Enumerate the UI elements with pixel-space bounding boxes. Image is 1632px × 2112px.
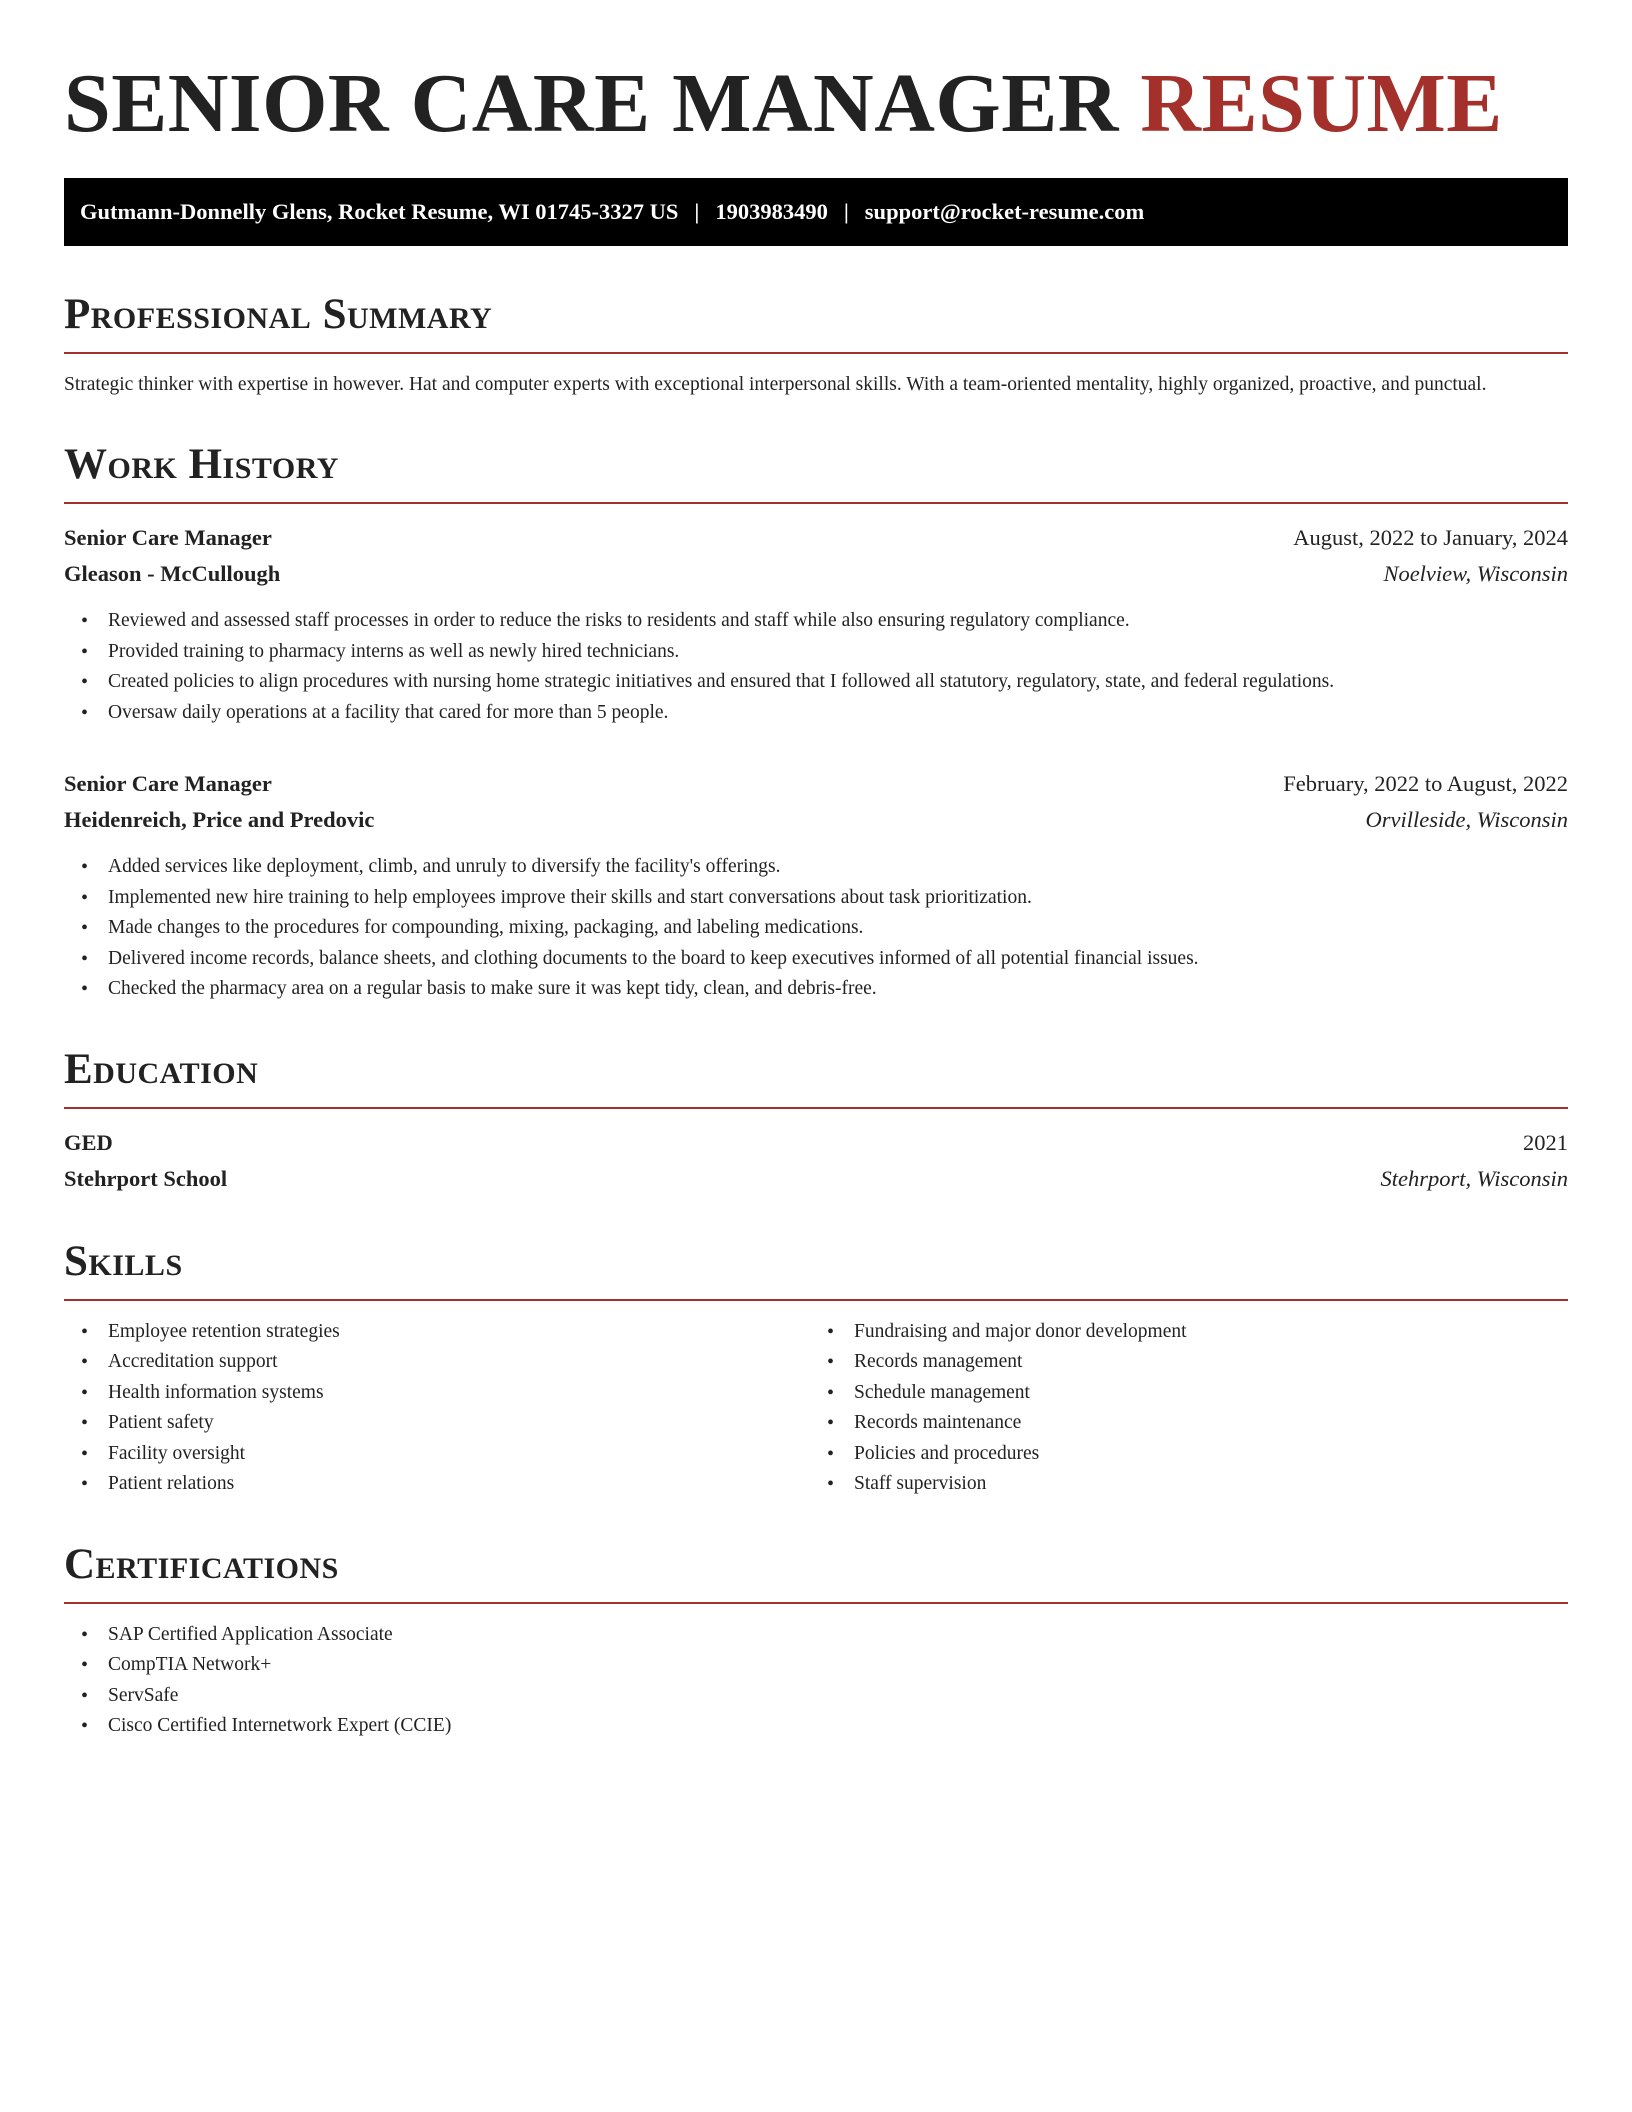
- job-company-row: [64, 556, 1568, 592]
- skills-section: [64, 1239, 1568, 1500]
- list-item: • Health information systems: [108, 1378, 816, 1409]
- list-item: • Made changes to the procedures for compounding, mixing, packaging, and labeling medications.: [108, 913, 1568, 944]
- section-divider: [64, 1602, 1568, 1604]
- section-divider: [64, 502, 1568, 504]
- work-history-section: [64, 442, 1568, 1005]
- summary-section: [64, 292, 1568, 400]
- summary-text: Strategic thinker with expertise in however. Hat and computer experts with exceptional interpersonal skills. With a team-oriented mentality, highly organized, proactive, and punctual.: [64, 374, 1487, 395]
- skills-column-1: [64, 1317, 816, 1500]
- job-company-row: [64, 802, 1568, 838]
- contact-separator: |: [843, 199, 849, 224]
- contact-separator: |: [694, 199, 700, 224]
- job-bullets: [64, 852, 1568, 1005]
- education-school: Stehrport School: [64, 1165, 228, 1191]
- contact-email: support@rocket-resume.com: [864, 199, 1145, 224]
- section-heading: Skills: [64, 1237, 183, 1285]
- job-bullets: [64, 606, 1568, 728]
- list-item: • Fundraising and major donor development: [854, 1317, 1568, 1348]
- list-item: • CompTIA Network+: [108, 1650, 1568, 1681]
- job-title-row: [64, 766, 1568, 802]
- list-item: • Employee retention strategies: [108, 1317, 816, 1348]
- title-main: SENIOR CARE MANAGER: [64, 57, 1119, 150]
- list-item: • Added services like deployment, climb, and unruly to diversify the facility's offerings.: [108, 852, 1568, 883]
- job-title: Senior Care Manager: [64, 771, 272, 796]
- job-company: Gleason - McCullough: [64, 561, 281, 586]
- job-entry: [64, 520, 1568, 728]
- section-divider: [64, 1107, 1568, 1109]
- skills-column-2: [816, 1317, 1568, 1500]
- section-heading: Work History: [64, 441, 339, 488]
- list-item: • Staff supervision: [854, 1469, 1568, 1500]
- section-divider: [64, 352, 1568, 354]
- list-item: • Patient relations: [108, 1469, 816, 1500]
- skills-grid: [64, 1317, 1568, 1500]
- job-title: Senior Care Manager: [64, 525, 272, 550]
- list-item: • Implemented new hire training to help employees improve their skills and start conversations about task prioritization.: [108, 883, 1568, 914]
- section-heading: Professional Summary: [64, 291, 493, 338]
- list-item: • ServSafe: [108, 1681, 1568, 1712]
- list-item: • Reviewed and assessed staff processes in order to reduce the risks to residents and staff while also ensuring regulatory compliance.: [108, 606, 1568, 637]
- list-item: • Records management: [854, 1347, 1568, 1378]
- contact-address: Gutmann-Donnelly Glens, Rocket Resume, WI 01745-3327 US: [80, 199, 679, 224]
- list-item: • Created policies to align procedures with nursing home strategic initiatives and ensured that I followed all statutory, regulatory, state, and federal regulations.: [108, 667, 1568, 698]
- list-item: • Oversaw daily operations at a facility that cared for more than 5 people.: [108, 698, 1568, 729]
- contact-phone: 1903983490: [715, 199, 828, 224]
- job-location: Orvilleside, Wisconsin: [1365, 807, 1568, 832]
- resume-title: [64, 54, 1568, 154]
- education-location: Stehrport, Wisconsin: [1380, 1165, 1568, 1191]
- list-item: • Cisco Certified Internetwork Expert (CCIE): [108, 1711, 1568, 1742]
- certifications-section: [64, 1542, 1568, 1742]
- job-location: Noelview, Wisconsin: [1383, 561, 1568, 586]
- list-item: • Delivered income records, balance sheets, and clothing documents to the board to keep executives informed of all potential financial issues.: [108, 944, 1568, 975]
- job-dates: February, 2022 to August, 2022: [1283, 771, 1568, 796]
- contact-bar: [64, 178, 1568, 246]
- list-item: • Policies and procedures: [854, 1439, 1568, 1470]
- section-divider: [64, 1299, 1568, 1301]
- job-entry: [64, 766, 1568, 1005]
- job-title-row: [64, 520, 1568, 556]
- section-heading: Certifications: [64, 1540, 339, 1588]
- job-dates: August, 2022 to January, 2024: [1293, 525, 1568, 550]
- education-section: [64, 1047, 1568, 1197]
- list-item: • Facility oversight: [108, 1439, 816, 1470]
- title-accent: RESUME: [1140, 57, 1503, 150]
- education-degree-row: [64, 1125, 1568, 1161]
- list-item: • Accreditation support: [108, 1347, 816, 1378]
- list-item: • Schedule management: [854, 1378, 1568, 1409]
- section-heading: Education: [64, 1045, 259, 1093]
- education-year: 2021: [1523, 1129, 1568, 1155]
- education-school-row: [64, 1161, 1568, 1197]
- list-item: • Provided training to pharmacy interns as well as newly hired technicians.: [108, 637, 1568, 668]
- job-company: Heidenreich, Price and Predovic: [64, 807, 375, 832]
- education-degree: GED: [64, 1129, 113, 1155]
- list-item: • SAP Certified Application Associate: [108, 1620, 1568, 1651]
- list-item: • Checked the pharmacy area on a regular basis to make sure it was kept tidy, clean, and debris-free.: [108, 974, 1568, 1005]
- list-item: • Patient safety: [108, 1408, 816, 1439]
- list-item: • Records maintenance: [854, 1408, 1568, 1439]
- certifications-list: [64, 1620, 1568, 1742]
